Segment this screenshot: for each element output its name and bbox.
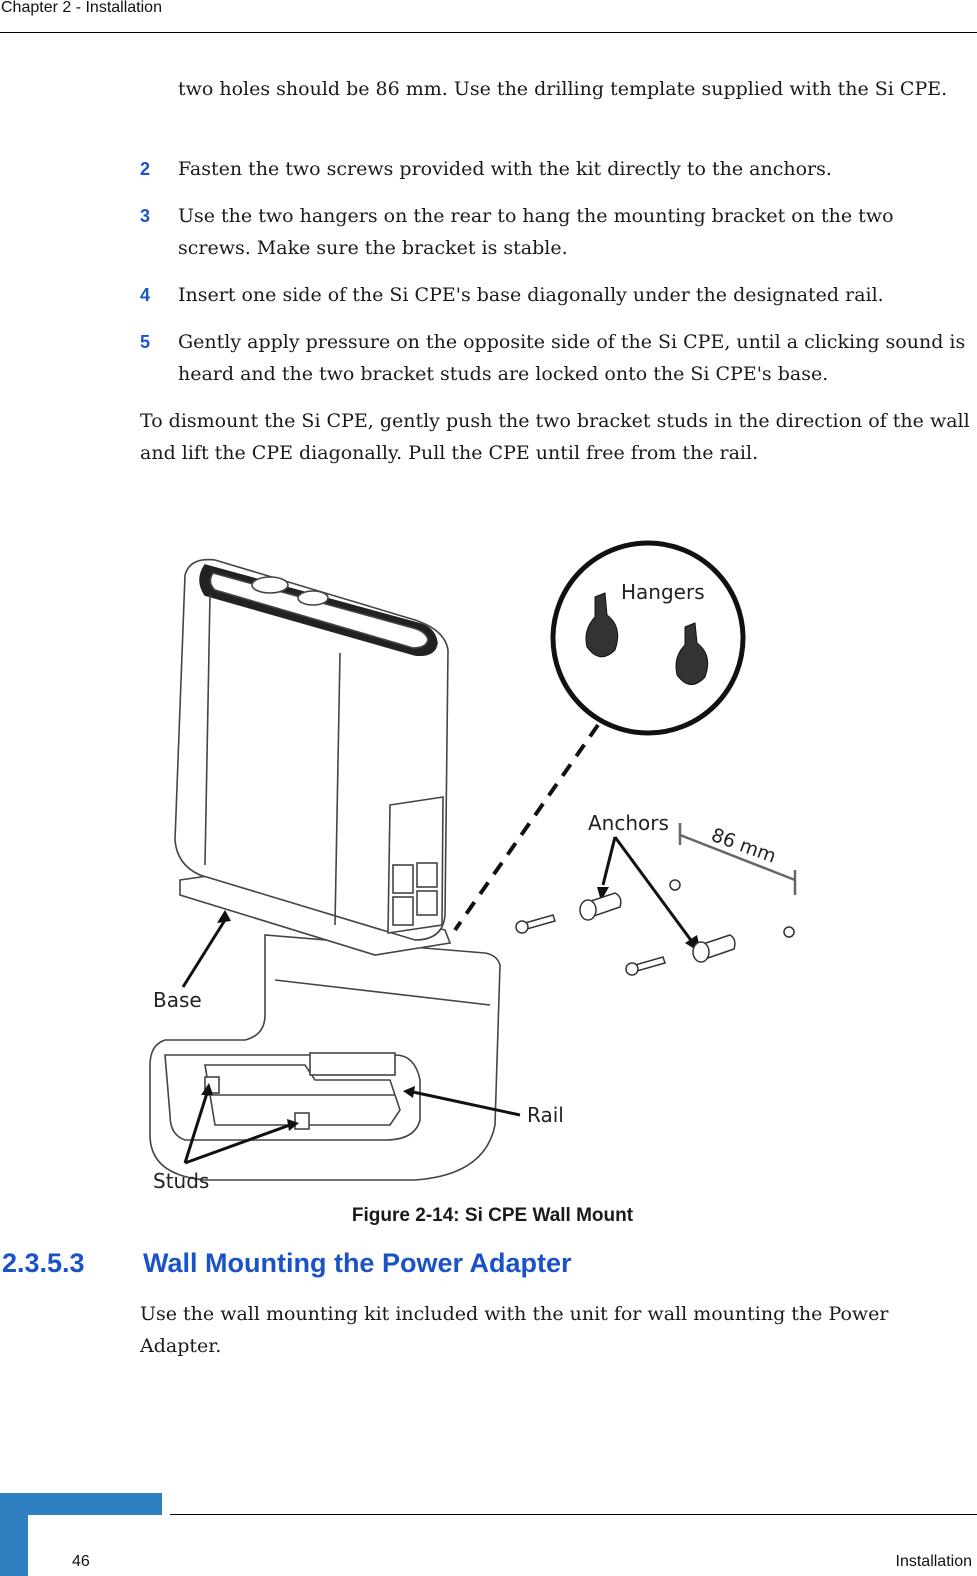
label-base: Base	[153, 988, 202, 1012]
label-hangers: Hangers	[621, 580, 705, 604]
step-number: 4	[140, 285, 151, 305]
step-text: Insert one side of the Si CPE's base diagonally under the designated rail.	[178, 284, 884, 306]
continued-paragraph: two holes should be 86 mm. Use the drilling template supplied with the Si CPE.	[178, 78, 948, 100]
label-rail: Rail	[527, 1103, 564, 1127]
page-number: 46	[72, 1553, 90, 1570]
footer-section-name: Installation	[895, 1553, 972, 1570]
step-text: Gently apply pressure on the opposite side of the Si CPE, until a clicking sound is heard and the two bracket studs are locked onto the Si CPE's base.	[178, 331, 966, 385]
step-text: Fasten the two screws provided with the kit directly to the anchors.	[178, 158, 832, 180]
label-86mm: 86 mm	[708, 824, 779, 868]
label-studs: Studs	[153, 1169, 210, 1193]
section-title: Wall Mounting the Power Adapter	[143, 1248, 572, 1278]
dismount-paragraph: To dismount the Si CPE, gently push the two bracket studs in the direction of the wall and lift the CPE diagonally. Pull the CPE until free from the rail.	[140, 410, 970, 464]
footer-accent-cutout	[28, 1515, 162, 1576]
footer-rule	[170, 1514, 977, 1515]
step-number: 3	[140, 206, 151, 226]
running-header	[0, 0, 977, 33]
section-number: 2.3.5.3	[2, 1248, 85, 1278]
chapter-title: Chapter 2 - Installation	[1, 0, 162, 16]
step-number: 2	[140, 159, 151, 179]
section-paragraph: Use the wall mounting kit included with the unit for wall mounting the Power Adapter.	[140, 1303, 889, 1357]
step-text: Use the two hangers on the rear to hang the mounting bracket on the two screws. Make sure the bracket is stable.	[178, 205, 894, 259]
figure-caption: Figure 2-14: Si CPE Wall Mount	[351, 1205, 634, 1226]
step-number: 5	[140, 332, 151, 352]
wall-mount-figure	[145, 535, 805, 1195]
label-anchors: Anchors	[588, 811, 669, 835]
